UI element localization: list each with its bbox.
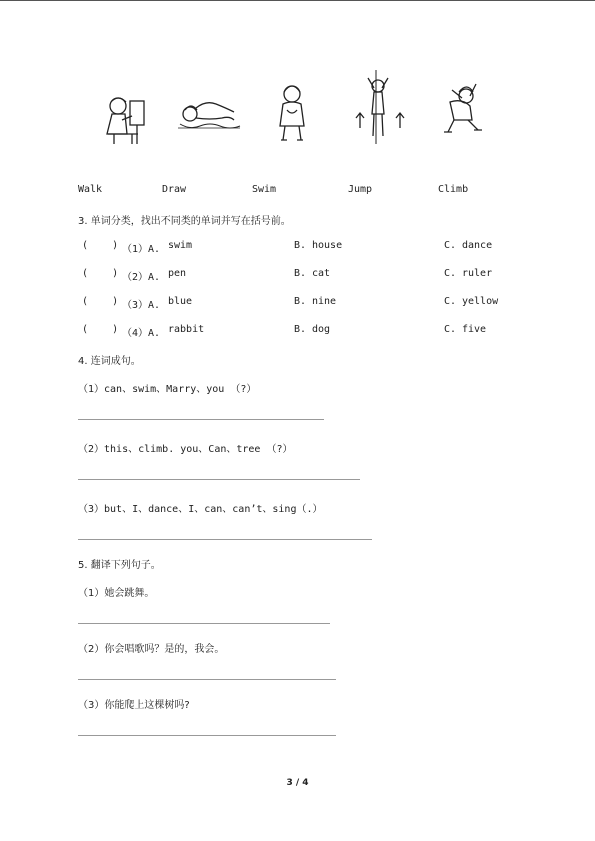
answer-bracket[interactable]: ( ) <box>82 324 119 335</box>
verb-label-walk: Walk <box>78 184 103 195</box>
option-c-label: C. <box>444 268 457 279</box>
question-number: （3）A. <box>122 300 161 311</box>
option-b: dog <box>312 324 331 335</box>
verb-label-jump: Jump <box>348 184 373 195</box>
option-b-label: B. <box>294 268 307 279</box>
translation-prompt: （2）你会唱歌吗？是的，我会。 <box>78 644 225 655</box>
section-3-title: 3. 单词分类，找出不同类的单词并写在括号前。 <box>78 216 291 227</box>
answer-bracket[interactable]: ( ) <box>82 296 119 307</box>
sentence-prompt: （3）but、I、dance、I、can、can’t、sing（.） <box>78 504 323 515</box>
answer-line[interactable] <box>78 539 372 540</box>
option-c: dance <box>462 240 493 251</box>
answer-bracket[interactable]: ( ) <box>82 240 119 251</box>
translation-prompt: （3）你能爬上这棵树吗? <box>78 700 190 711</box>
verb-label-climb: Climb <box>438 184 469 195</box>
person-drawing-illustration <box>100 68 150 148</box>
answer-bracket[interactable]: ( ) <box>82 268 119 279</box>
answer-line[interactable] <box>78 623 330 624</box>
person-walking-illustration <box>275 68 309 148</box>
section-4-title: 4. 连词成句。 <box>78 356 141 367</box>
option-b: cat <box>312 268 331 279</box>
option-b: house <box>312 240 343 251</box>
question-number: （1）A. <box>122 244 161 255</box>
option-a: swim <box>168 240 193 251</box>
person-jumping-illustration <box>354 68 406 148</box>
verb-label-draw: Draw <box>162 184 187 195</box>
option-c: yellow <box>462 296 499 307</box>
sentence-prompt: （2）this、climb. you、Can、tree （?） <box>78 444 293 455</box>
person-climbing-illustration <box>438 68 486 148</box>
page-number: 3 / 4 <box>286 778 309 788</box>
answer-line[interactable] <box>78 419 324 420</box>
verb-label-swim: Swim <box>252 184 277 195</box>
answer-line[interactable] <box>78 679 336 680</box>
option-b: nine <box>312 296 337 307</box>
person-swimming-illustration <box>176 68 242 148</box>
option-c: five <box>462 324 487 335</box>
option-c-label: C. <box>444 296 457 307</box>
page-top-rule <box>0 0 595 1</box>
option-b-label: B. <box>294 240 307 251</box>
translation-prompt: （1）她会跳舞。 <box>78 588 155 599</box>
question-number: （2）A. <box>122 272 161 283</box>
answer-line[interactable] <box>78 479 360 480</box>
section-5-title: 5. 翻译下列句子。 <box>78 560 161 571</box>
sentence-prompt: （1）can、swim、Marry、you （?） <box>78 384 257 395</box>
option-b-label: B. <box>294 296 307 307</box>
option-a: rabbit <box>168 324 205 335</box>
answer-line[interactable] <box>78 735 336 736</box>
option-c-label: C. <box>444 240 457 251</box>
option-a: pen <box>168 268 187 279</box>
option-b-label: B. <box>294 324 307 335</box>
option-c-label: C. <box>444 324 457 335</box>
option-a: blue <box>168 296 193 307</box>
option-c: ruler <box>462 268 493 279</box>
question-number: （4）A. <box>122 328 161 339</box>
